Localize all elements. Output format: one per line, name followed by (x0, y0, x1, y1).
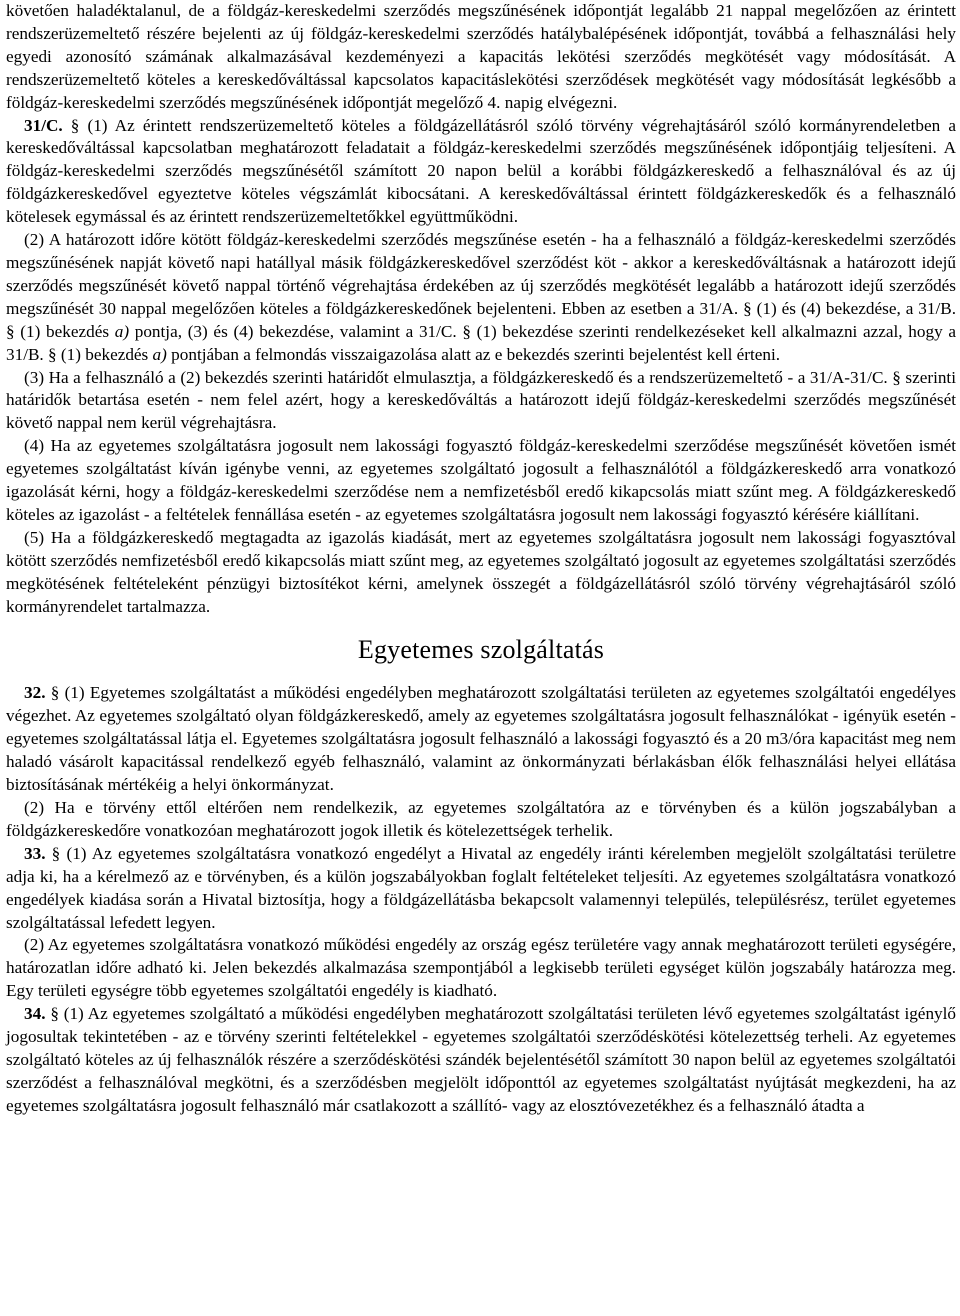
paragraph-p_31c_1 (6, 115, 956, 230)
paragraph-text: (4) Ha az egyetemes szolgáltatásra jogosult nem lakossági fogyasztó földgáz-kereskedelmi szerződése megszűnését követően ismét egyetemes szolgáltatást kíván igénybe venni, az egyetemes szolgáltató jogosult a felhasználótól a földgázkereskedő arra vonatkozó igazolását kérni, hogy a földgáz-kereskedelmi szerződése nem a nemfizetésből eredő kikapcsolás miatt szűnt meg. A földgázkereskedő köteles az igazolást - a feltételek fennállása esetén - az egyetemes szolgáltatásra jogosult nem lakossági fogyasztó kérésére kiállítani. (6, 436, 956, 524)
paragraph-p_33_1 (6, 843, 956, 935)
section-heading: Egyetemes szolgáltatás (357, 635, 605, 665)
paragraph-p_32_1 (6, 682, 956, 797)
italic-point-ref: a) (114, 321, 130, 341)
section-number: 31/C. (24, 115, 63, 135)
paragraph-p_32_2 (6, 797, 956, 843)
paragraph-text: § (1) Az egyetemes szolgáltatásra vonatkozó engedélyt a Hivatal az engedély iránti kérelemben megjelölt szolgáltatási területre adja ki, ha a kérelmező az e törvényben, és a külön jogszabályokban foglalt feltételeket teljesíti. Az egyetemes szolgáltatásra vonatkozó engedélyek kiadása során a Hivatal biztosítja, hogy a földgázellátásba bekapcsolt valamennyi település, településrész, terület egyetemes szolgáltatással lefedett legyen. (6, 843, 956, 932)
paragraph-p_33_2 (6, 934, 956, 1003)
paragraph-text: (3) Ha a felhasználó a (2) bekezdés szerinti határidőt elmulasztja, a földgázkereskedő és a rendszerüzemeltető - a 31/A-31/C. § szerinti határidők betartása esetén - nem felel azért, hogy a kereskedőváltás a határozott idejű földgáz-kereskedelmi szerződés megszűnését követő nappal nem kerül végrehajtásra. (6, 367, 956, 433)
document-body-before-heading (6, 0, 956, 618)
paragraph-text: § (1) Az egyetemes szolgáltató a működési engedélyben meghatározott szolgáltatási területen lévő egyetemes szolgáltatást igénylő jogosultak tekintetében - az e törvény szerinti feltételekkel - egyetemes szolgáltatói szerződéskötési kötelezettség terheli. Az egyetemes szolgáltató köteles az új felhasználók részére a szerződéskötési szándék bejelentésétől számított 30 napon belül az egyetemes szolgáltatói szerződést a felhasználóval megkötni, és a szerződésben megjelölt időponttól az egyetemes szolgáltatást nyújtását megkezdeni, ha az egyetemes szolgáltatásra jogosult felhasználó már csatlakozott a szállító- vagy az elosztóvezetékhez és a felhasználó átadta a (6, 1004, 956, 1115)
paragraph-text: (5) Ha a földgázkereskedő megtagadta az igazolás kiadását, mert az egyetemes szolgáltatásra jogosult nem lakossági fogyasztóval kötött szerződés nemfizetésből eredő kikapcsolás miatt szűnt meg, az egyetemes szolgáltató jogosult az egyetemes szolgáltatási szerződés megkötésének feltételeként pénzügyi biztosítékot kérni, amelynek összegét a földgázellátásról szóló törvény végrehajtásáról szóló kormányrendelet tartalmazza. (6, 527, 956, 616)
italic-point-ref: a) (152, 344, 167, 364)
section-number: 32. (24, 683, 46, 703)
paragraph-p_31c_2 (6, 229, 956, 366)
paragraph-text: § (1) Egyetemes szolgáltatást a működési engedélyben meghatározott szolgáltatási területen az egyetemes szolgáltatói engedélyes végezhet. Az egyetemes szolgáltató olyan földgázkereskedő, amely az egyetemes szolgáltatásra jogosult felhasználókat - igényük esetén - egyetemes szolgáltatással látja el. Egyetemes szolgáltatásra jogosult felhasználó a lakossági fogyasztó és a 20 m3/óra kapacitást meg nem haladó vásárolt kapacitással rendelkező egyéb felhasználó, valamint az önkormányzati bérlakásban élők felhasználási helyei ellátása biztosításának mértékéig a helyi önkormányzat. (6, 683, 956, 795)
paragraph-text: követően haladéktalanul, de a földgáz-kereskedelmi szerződés megszűnésének időpontját legalább 21 nappal megelőzően az érintett rendszerüzemeltető részére bejelenti az új földgáz-kereskedelmi szerződés hatálybalépésének időpontját, továbbá a felhasználási hely egyedi azonosító számának alkalmazásával kezdeményezi a kapacitás lekötési szerződés megkötését vagy módosítását. A rendszerüzemeltető köteles a kereskedőváltással kapcsolatos kapacitáslekötési szerződések megkötését vagy módosítását legkésőbb a földgáz-kereskedelmi szerződés megszűnésének időpontját megelőző 4. napig elvégezni. (6, 1, 956, 112)
paragraph-p_31c_4 (6, 435, 956, 527)
paragraph-text: pontjában a felmondás visszaigazolása alatt az e bekezdés szerinti bejelentést kell érteni. (166, 344, 781, 364)
section-number: 34. (24, 1004, 46, 1024)
paragraph-p_31c_5 (6, 527, 956, 619)
paragraph-p_31c_3 (6, 367, 956, 436)
paragraph-text: § (1) Az érintett rendszerüzemeltető köteles a földgázellátásról szóló törvény végrehajtásáról szóló kormányrendeletben a kereskedőváltással kapcsolatban meghatározott feladatait a földgáz-kereskedelmi szerződés megszűnésének időpontjáig teljesíteni. A földgáz-kereskedelmi szerződés megszűnésétől számított 20 napon belül a korábbi földgázkereskedő a felhasználóval és az új földgázkereskedővel egyeztetve köteles végszámlát kibocsátani. A kereskedőváltással érintett földgázkereskedők és a felhasználó kötelesek egymással és az érintett rendszerüzemeltetőkkel együttműködni. (6, 115, 956, 227)
paragraph-text: (2) Ha e törvény ettől eltérően nem rendelkezik, az egyetemes szolgáltatóra az e törvényben és a külön jogszabályban a földgázkereskedőre vonatkozóan meghatározott jogok illetik és kötelezettségek terhelik. (6, 798, 956, 840)
document-page (6, 0, 956, 1118)
paragraph-text: (2) A határozott időre kötött földgáz-kereskedelmi szerződés megszűnése esetén - ha a felhasználó a földgáz-kereskedelmi szerződés megszűnésének napját követő napi hatállyal másik földgázkereskedővel szerződést köt - akkor a kereskedőváltásnak a határozott idejű szerződés megszűnését követő nappal történő végrehajtása érdekében az új szerződés megkötését legalább a határozott idejű szerződés megszűnését 30 nappal megelőzően köteles a földgázkereskedőnek bejelenteni. Ebben az esetben a 31/A. § (1) és (4) bekezdése, a 31/B. § (1) bekezdés (6, 230, 956, 341)
section-number: 33. (24, 843, 46, 863)
paragraph-p_cont (6, 0, 956, 115)
document-body-after-heading (6, 682, 956, 1117)
paragraph-text: pontja, (3) és (4) bekezdése, valamint a 31/C. § (1) bekezdése szerinti rendelkezéseket kell alkalmazni azzal, hogy a 31/B. § (1) bekezdés (6, 321, 956, 364)
paragraph-p_34_1 (6, 1003, 956, 1118)
paragraph-text: (2) Az egyetemes szolgáltatásra vonatkozó működési engedély az ország egész területére vagy annak meghatározott területi egységére, határozatlan időre adható ki. Jelen bekezdés alkalmazása szempontjából a legkisebb területi egységet külön jogszabály határozza meg. Egy területi egységre több egyetemes szolgáltatói engedély is kiadható. (6, 935, 956, 1001)
